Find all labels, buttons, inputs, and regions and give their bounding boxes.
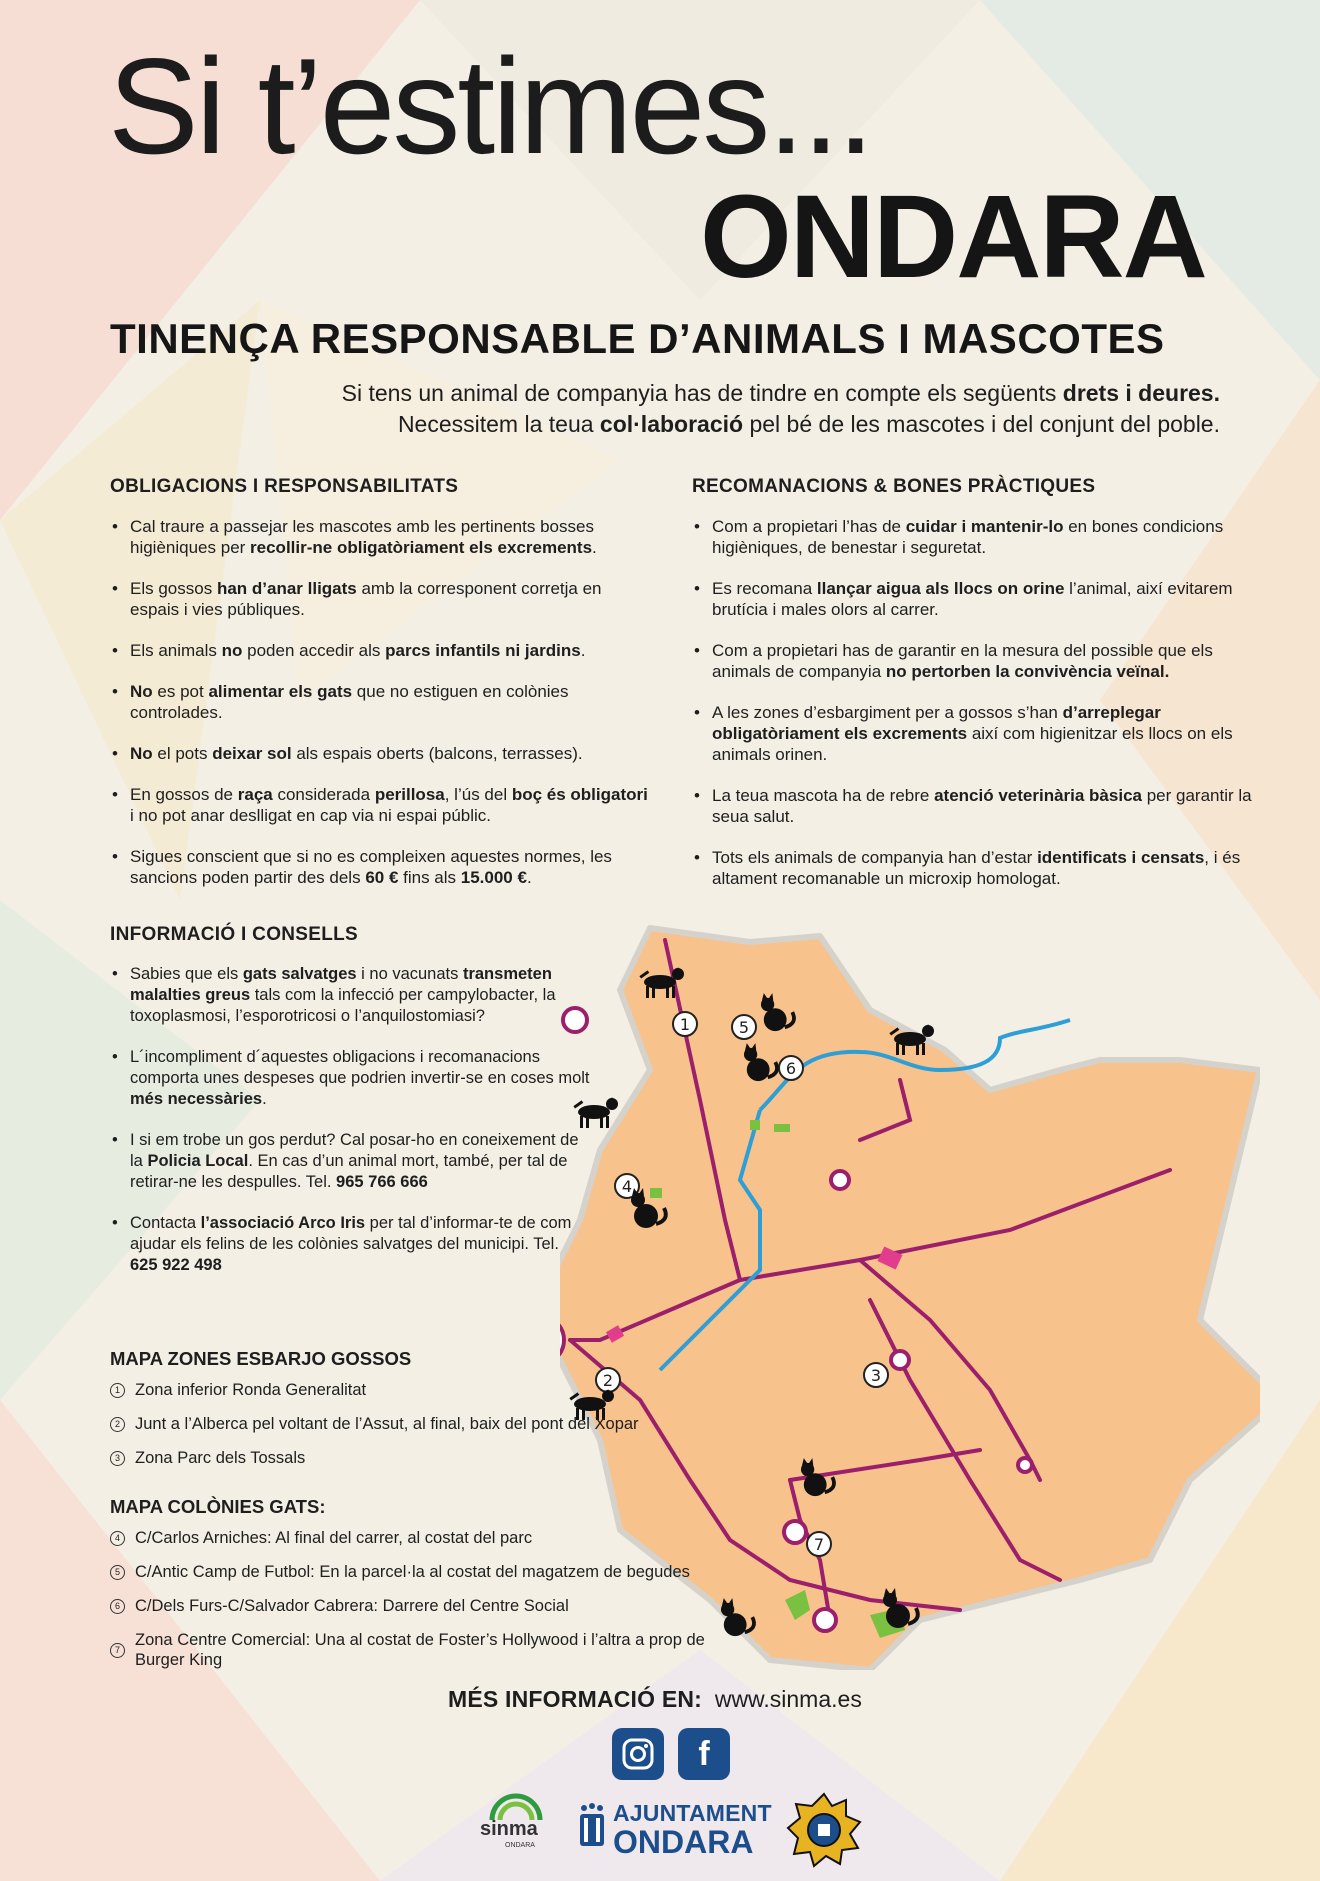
junction xyxy=(831,1171,849,1189)
legend-number: 3 xyxy=(110,1451,125,1466)
legend-text: C/Carlos Arniches: Al final del carrer, al costat del parc xyxy=(135,1529,533,1547)
legend-number: 6 xyxy=(110,1599,125,1614)
ajuntament-crest-icon xyxy=(578,1802,606,1848)
list-item: • L´incompliment d´aquestes obligacions i recomanacions comporta unes despeses que podrien invertir-se en coses molt més necessàries. xyxy=(110,1047,590,1110)
list-item: • Els gossos han d’anar lligats amb la corresponent corretja en espais i vies públiques. xyxy=(110,578,650,620)
list-item: • La teua mascota ha de rebre atenció veterinària bàsica per garantir la seua salut. xyxy=(692,785,1272,827)
list-item: • No es pot alimentar els gats que no estiguen en colònies controlades. xyxy=(110,681,650,723)
cat-colony-marker xyxy=(774,1124,790,1132)
obligacions-heading: OBLIGACIONS I RESPONSABILITATS xyxy=(110,476,459,497)
svg-text:3: 3 xyxy=(870,1366,882,1385)
list-item: • Com a propietari has de garantir en la mesura del possible que els animals de companyia no pertorben la convivència veïnal. xyxy=(692,640,1272,682)
legend-number: 7 xyxy=(110,1643,125,1658)
legend-item xyxy=(110,1414,750,1434)
social-icons xyxy=(612,1728,730,1780)
recomanacions-list xyxy=(692,516,1272,889)
intro-line1: Si tens un animal de companyia has de tindre en compte els següents drets i deures. xyxy=(341,380,1220,406)
legend-item xyxy=(110,1630,750,1670)
list-item: • No el pots deixar sol als espais oberts (balcons, terrasses). xyxy=(110,743,650,764)
legend-text: Zona inferior Ronda Generalitat xyxy=(135,1381,367,1399)
svg-text:4: 4 xyxy=(621,1177,633,1196)
legend-item xyxy=(110,1448,750,1468)
legend-text: Zona Centre Comercial: Una al costat de Foster’s Hollywood i l’altra a prop de Burger King xyxy=(135,1631,705,1669)
junction xyxy=(891,1351,909,1369)
list-item: • Els animals no poden accedir als parcs infantils ni jardins. xyxy=(110,640,650,661)
list-item: • I si em trobe un gos perdut? Cal posar-ho en coneixement de la Policia Local. En cas d’un animal mort, també, per tal de retirar-ne les despulles. Tel. 965 766 666 xyxy=(110,1130,590,1193)
cat-colony-marker xyxy=(750,1120,760,1130)
facebook-icon[interactable]: f xyxy=(678,1728,730,1780)
legend-text: Junt a l’Alberca pel voltant de l’Assut, al final, baix del pont del Xopar xyxy=(135,1415,639,1433)
more-info-label: MÉS INFORMACIÓ EN: xyxy=(448,1686,703,1712)
title-town: ONDARA xyxy=(700,171,1206,303)
map-number-marker xyxy=(864,1363,888,1387)
cat-colonies-heading: MAPA COLÒNIES GATS: xyxy=(110,1496,326,1517)
sinma-logo-subtext: ONDARA xyxy=(505,1842,535,1849)
map-number-marker xyxy=(779,1056,803,1080)
intro-line2: Necessitem la teua col·laboració pel bé de les mascotes i del conjunt del poble. xyxy=(397,411,1220,437)
map-number-marker xyxy=(732,1015,756,1039)
legend-number: 2 xyxy=(110,1417,125,1432)
instagram-icon[interactable] xyxy=(612,1728,664,1780)
recomanacions-heading: RECOMANACIONS & BONES PRÀCTIQUES xyxy=(692,476,1096,497)
intro-text xyxy=(200,378,1220,440)
junction xyxy=(814,1609,836,1631)
list-item: • Sabies que els gats salvatges i no vacunats transmeten malalties greus tals com la infecció per campylobacter, la toxoplasmosi, l’esporotricosi o l’anquilostomiasi? xyxy=(110,964,590,1027)
obligacions-list xyxy=(110,516,650,888)
svg-text:6: 6 xyxy=(785,1059,797,1078)
dog-zones-list xyxy=(110,1380,750,1468)
list-item: • Sigues conscient que si no es compleixen aquestes normes, les sancions poden partir des dels 60 € fins als 15.000 €. xyxy=(110,846,650,888)
map-number-marker xyxy=(673,1012,697,1036)
svg-text:2: 2 xyxy=(602,1371,614,1390)
dog-zones-heading: MAPA ZONES ESBARJO GOSSOS xyxy=(110,1348,412,1369)
legend-number: 4 xyxy=(110,1531,125,1546)
more-info xyxy=(448,1686,862,1713)
sinma-logo-text: sinma xyxy=(480,1818,538,1840)
recomanacions-section xyxy=(692,476,1272,909)
list-item: • Es recomana llançar aigua als llocs on orine l’animal, així evitarem brutícia i males olors al carrer. xyxy=(692,578,1272,620)
legend-item xyxy=(110,1528,750,1548)
policia-local-badge-icon xyxy=(786,1792,862,1868)
subtitle: TINENÇA RESPONSABLE D’ANIMALS I MASCOTES xyxy=(110,315,1165,362)
list-item: • Cal traure a passejar les mascotes amb les pertinents bosses higièniques per recollir-ne obligatòriament els excrements. xyxy=(110,516,650,558)
legend-number: 1 xyxy=(110,1383,125,1398)
legend-text: C/Antic Camp de Futbol: En la parcel·la al costat del magatzem de begudes xyxy=(135,1563,690,1581)
dog-icon xyxy=(573,1098,618,1128)
list-item: • Tots els animals de companyia han d’estar identificats i censats, i és altament recomanable un microxip homologat. xyxy=(692,847,1272,889)
title-line1: Si t’estimes... xyxy=(108,30,872,182)
informacio-list xyxy=(110,964,590,1276)
obligacions-section xyxy=(110,476,650,908)
list-item: • Contacta l’associació Arco Iris per tal d’informar-te de com ajudar els felins de les colònies salvatges del municipi. Tel. 625 922 498 xyxy=(110,1213,590,1276)
informacio-section xyxy=(110,924,590,1296)
list-item: • En gossos de raça considerada perillosa, l’ús del boç és obligatori i no pot anar deslligat en cap via ni espai públic. xyxy=(110,784,650,826)
legend-item xyxy=(110,1562,750,1582)
svg-text:1: 1 xyxy=(679,1015,691,1034)
informacio-heading: INFORMACIÓ I CONSELLS xyxy=(110,924,359,945)
cat-colony-marker xyxy=(650,1188,662,1198)
ajuntament-line1: AJUNTAMENT xyxy=(613,1800,772,1826)
ajuntament-line2: ONDARA xyxy=(613,1824,754,1860)
junction xyxy=(784,1521,806,1543)
map-number-marker xyxy=(807,1532,831,1556)
footer-logos xyxy=(480,1792,880,1862)
legend-number: 5 xyxy=(110,1565,125,1580)
legend-text: C/Dels Furs-C/Salvador Cabrera: Darrere del Centre Social xyxy=(135,1597,569,1615)
legend-item xyxy=(110,1380,750,1400)
junction xyxy=(1018,1458,1032,1472)
svg-text:5: 5 xyxy=(738,1018,750,1037)
list-item: • Com a propietari l’has de cuidar i mantenir-lo en bones condicions higièniques, de benestar i seguretat. xyxy=(692,516,1272,558)
junction xyxy=(563,1008,587,1032)
website-link[interactable]: www.sinma.es xyxy=(714,1686,862,1712)
cat-colonies-list xyxy=(110,1528,750,1670)
svg-text:7: 7 xyxy=(813,1535,825,1554)
legend-item xyxy=(110,1596,750,1616)
legend-text: Zona Parc dels Tossals xyxy=(135,1449,306,1467)
list-item: • A les zones d’esbargiment per a gossos s’han d’arreplegar obligatòriament els excrements així com higienitzar els llocs on els animals orinen. xyxy=(692,702,1272,765)
map-legend xyxy=(110,1348,750,1684)
